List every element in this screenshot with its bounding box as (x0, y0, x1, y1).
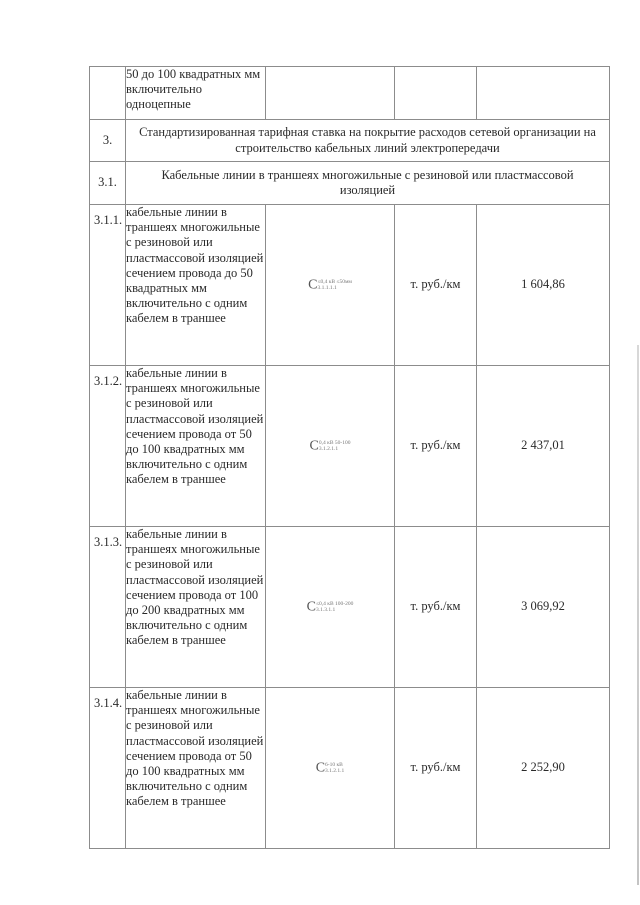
section-title: Стандартизированная тарифная ставка на покрытие расходов сетевой организации на строительство кабельных линий электропередачи (126, 120, 610, 162)
row-name: кабельные линии в траншеях многожильные с резиновой или пластмассовой изоляцией сечением провода от 100 до 200 квадратных мм включительно с одним кабелем в траншее (126, 527, 266, 688)
unit-cell: т. руб./км (395, 366, 477, 527)
value-cell: 2 437,01 (477, 366, 610, 527)
row-number-cell (90, 67, 126, 120)
table-row (90, 527, 610, 688)
unit-cell (395, 67, 477, 120)
value-cell: 1 604,86 (477, 205, 610, 366)
scan-edge-shadow (637, 345, 639, 885)
value-cell (477, 67, 610, 120)
subsection-row (90, 162, 610, 205)
table-row (90, 67, 610, 120)
row-name: кабельные линии в траншеях многожильные с резиновой или пластмассовой изоляцией сечением провода до 50 квадратных мм включительно с одним кабелем в траншее (126, 205, 266, 366)
subsection-title: Кабельные линии в траншеях многожильные с резиновой или пластмассовой изоляцией (126, 162, 610, 205)
unit-cell: т. руб./км (395, 688, 477, 849)
table-row (90, 688, 610, 849)
row-number: 3.1.4. (90, 688, 126, 849)
row-number: 3.1.2. (90, 366, 126, 527)
row-number: 3.1.3. (90, 527, 126, 688)
value-cell: 2 252,90 (477, 688, 610, 849)
row-name-cell: 50 до 100 квадратных мм включительно одноцепные (126, 67, 266, 120)
unit-cell: т. руб./км (395, 205, 477, 366)
formula-cell (266, 205, 395, 366)
table-row (90, 205, 610, 366)
tariff-table (89, 66, 610, 849)
row-name: кабельные линии в траншеях многожильные с резиновой или пластмассовой изоляцией сечением провода от 50 до 100 квадратных мм включительно с одним кабелем в траншее (126, 688, 266, 849)
subsection-number: 3.1. (90, 162, 126, 205)
row-number: 3.1.1. (90, 205, 126, 366)
formula-cell (266, 527, 395, 688)
row-name: кабельные линии в траншеях многожильные с резиновой или пластмассовой изоляцией сечением провода от 50 до 100 квадратных мм включительно с одним кабелем в траншее (126, 366, 266, 527)
section-row (90, 120, 610, 162)
rate-formula: C6-10 кВ 3.1.2.1.1 (315, 760, 345, 776)
formula-cell (266, 366, 395, 527)
unit-cell: т. руб./км (395, 527, 477, 688)
formula-cell (266, 67, 395, 120)
rate-formula: C0,4 кВ 50-100 3.1.2.1.1 (309, 438, 351, 454)
table-row (90, 366, 610, 527)
section-number: 3. (90, 120, 126, 162)
formula-cell (266, 688, 395, 849)
value-cell: 3 069,92 (477, 527, 610, 688)
rate-formula: C≤0,4 кВ 100-200 3.1.3.1.1 (306, 599, 354, 615)
rate-formula: C≤0,4 кВ ≤50мм 3.1.1.1.1 (308, 277, 352, 293)
